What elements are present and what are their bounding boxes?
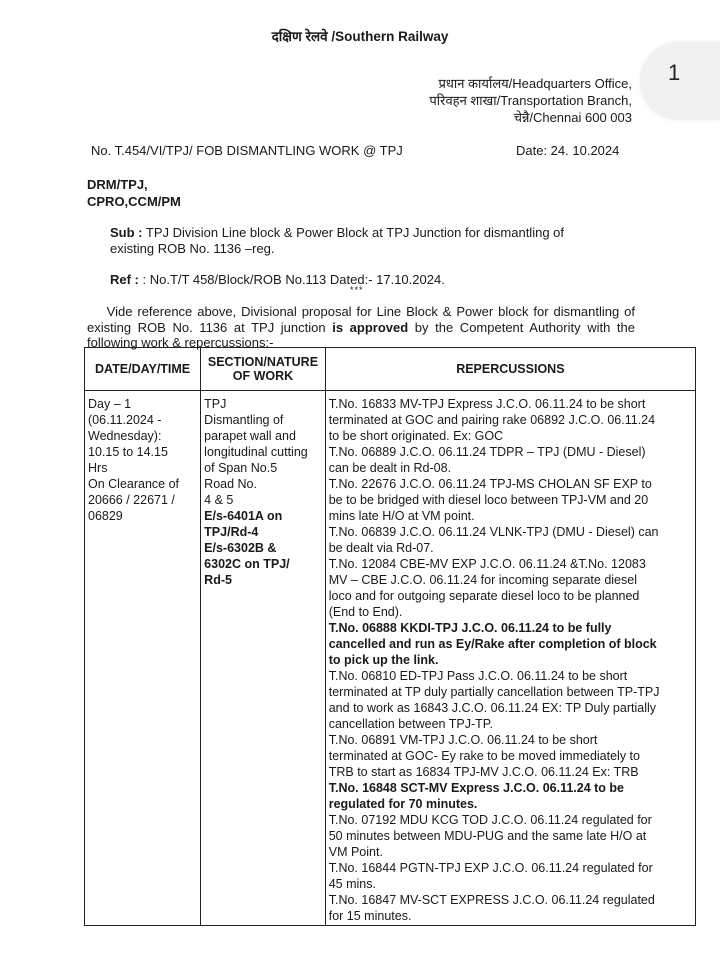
repercussion-line: be to be bridged with diesel loco between TPJ-VM and 20 <box>328 493 649 507</box>
repercussion-line: to be short originated. Ex: GOC <box>328 429 504 443</box>
repercussion-line: can be dealt in Rd-08. <box>328 461 452 475</box>
office-line: परिवहन शाखा/Transportation Branch, <box>429 93 632 108</box>
repercussion-line: regulated for 70 minutes. <box>328 797 478 811</box>
page-number: 1 <box>668 60 681 85</box>
date-line: 10.15 to 14.15 <box>88 445 168 459</box>
repercussion-line: and to work as 16843 J.C.O. 06.11.24 EX: TP Duly partially <box>328 701 656 715</box>
repercussion-line: TRB to start as 16834 TPJ-MV J.C.O. 06.11.24 Ex: TRB <box>328 765 639 779</box>
repercussion-line: cancellation between TPJ-TP. <box>328 717 493 731</box>
work-line: Rd-5 <box>204 573 232 587</box>
repercussion-line: (End to End). <box>328 605 403 619</box>
page-number-badge <box>640 42 720 120</box>
para-text: by the Competent Authority with the following work & repercussions:- <box>87 319 635 350</box>
work-line: 6302C on TPJ/ <box>204 557 290 571</box>
repercussions-cell <box>325 391 695 926</box>
subject-text: TPJ Division Line block & Power Block at TPJ Junction for dismantling of existing ROB No. 1136 –reg. <box>110 225 564 256</box>
repercussion-line: terminated at TP duly partially cancellation between TP-TPJ <box>328 685 660 699</box>
repercussion-line: VM Point. <box>328 845 383 859</box>
letter-date: Date: 24. 10.2024 <box>516 143 620 158</box>
repercussion-line: T.No. 16847 MV-SCT EXPRESS J.C.O. 06.11.24 regulated <box>328 893 655 907</box>
subject-label: Sub : <box>110 225 143 240</box>
work-line: E/s-6302B & <box>204 541 277 555</box>
letterhead-title: दक्षिण रेलवे /Southern Railway <box>271 29 449 44</box>
work-line: of Span No.5 <box>204 461 278 475</box>
work-line: TPJ <box>204 397 227 411</box>
date-line: Wednesday): <box>88 429 162 443</box>
addressee: DRM/TPJ, <box>87 177 148 192</box>
repercussion-line: to pick up the link. <box>328 653 439 667</box>
repercussion-line: T.No. 16844 PGTN-TPJ EXP J.C.O. 06.11.24 regulated for <box>328 861 653 875</box>
letter-number: No. T.454/VI/TPJ/ FOB DISMANTLING WORK @ TPJ <box>91 143 403 158</box>
subject <box>110 225 610 257</box>
date-line: Day – 1 <box>88 397 132 411</box>
work-cell <box>201 391 326 926</box>
repercussion-line: T.No. 06889 J.C.O. 06.11.24 TDPR – TPJ (DMU - Diesel) <box>328 445 646 459</box>
reference-label: Ref : <box>110 272 139 287</box>
office-line: प्रधान कार्यालय/Headquarters Office, <box>438 76 632 91</box>
repercussion-line: loco and for outgoing separate diesel loco to be planned <box>328 589 640 603</box>
repercussion-line: for 15 minutes. <box>328 909 412 923</box>
date-line: On Clearance of <box>88 477 180 491</box>
work-line: parapet wall and <box>204 429 296 443</box>
reference-text: : No.T/T 458/Block/ROB No.113 Dated:- 17.10.2024. <box>142 272 445 287</box>
table-header-row <box>85 348 696 391</box>
repercussion-line: MV – CBE J.C.O. 06.11.24 for incoming separate diesel <box>328 573 637 587</box>
work-line: Road No. <box>204 477 257 491</box>
header-section <box>201 348 326 391</box>
repercussion-line: 50 minutes between MDU-PUG and the same late H/O at <box>328 829 647 843</box>
table-row <box>85 391 696 926</box>
work-line: E/s-6401A on <box>204 509 283 523</box>
repercussion-line: T.No. 06839 J.C.O. 06.11.24 VLNK-TPJ (DMU - Diesel) can <box>328 525 659 539</box>
para-emphasis: is approved <box>332 319 409 335</box>
repercussion-line: T.No. 12084 CBE-MV EXP J.C.O. 06.11.24 &T.No. 12083 <box>328 557 646 571</box>
repercussion-line: be dealt via Rd-07. <box>328 541 434 555</box>
date-cell <box>85 391 201 926</box>
repercussion-line: terminated at GOC and pairing rake 06892 J.C.O. 06.11.24 <box>328 413 656 427</box>
header-section-line: SECTION/NATURE <box>207 355 319 369</box>
repercussion-line: terminated at GOC- Ey rake to be moved immediately to <box>328 749 640 763</box>
work-line: Dismantling of <box>204 413 284 427</box>
repercussion-line: T.No. 07192 MDU KCG TOD J.C.O. 06.11.24 regulated for <box>328 813 652 827</box>
work-line: TPJ/Rd-4 <box>204 525 259 539</box>
office-line: चेन्नै/Chennai 600 003 <box>513 110 632 125</box>
repercussion-line: 45 mins. <box>328 877 376 891</box>
work-line: 4 & 5 <box>204 493 234 507</box>
repercussion-line: T.No. 06810 ED-TPJ Pass J.C.O. 06.11.24 to be short <box>328 669 628 683</box>
header-date: DATE/DAY/TIME <box>85 348 201 391</box>
addressees <box>87 176 181 210</box>
date-line: 20666 / 22671 / <box>88 493 175 507</box>
repercussion-line: cancelled and run as Ey/Rake after completion of block <box>328 637 657 651</box>
repercussion-line: T.No. 06888 KKDI-TPJ J.C.O. 06.11.24 to be fully <box>328 621 612 635</box>
para-text: Vide reference above, Divisional proposal for Line Block & Power block for dismantling of existing ROB No. 1136 at TPJ junction <box>87 304 635 335</box>
header-repercussions: REPERCUSSIONS <box>325 348 695 391</box>
repercussion-line: T.No. 22676 J.C.O. 06.11.24 TPJ-MS CHOLAN SF EXP to <box>328 477 652 491</box>
work-line: longitudinal cutting <box>204 445 308 459</box>
reference <box>110 272 445 287</box>
date-line: Hrs <box>88 461 108 475</box>
date-line: (06.11.2024 - <box>88 413 162 427</box>
office-address <box>429 75 632 126</box>
repercussion-line: T.No. 16833 MV-TPJ Express J.C.O. 06.11.24 to be short <box>328 397 646 411</box>
header-section-line: OF WORK <box>232 369 294 383</box>
repercussion-line: T.No. 06891 VM-TPJ J.C.O. 06.11.24 to be short <box>328 733 598 747</box>
repercussion-line: T.No. 16848 SCT-MV Express J.C.O. 06.11.24 to be <box>328 781 625 795</box>
body-paragraph <box>87 304 635 351</box>
separator: *** <box>350 285 364 295</box>
work-table <box>84 347 696 926</box>
addressee: CPRO,CCM/PM <box>87 194 181 209</box>
repercussion-line: mins late H/O at VM point. <box>328 509 475 523</box>
date-line: 06829 <box>88 509 123 523</box>
